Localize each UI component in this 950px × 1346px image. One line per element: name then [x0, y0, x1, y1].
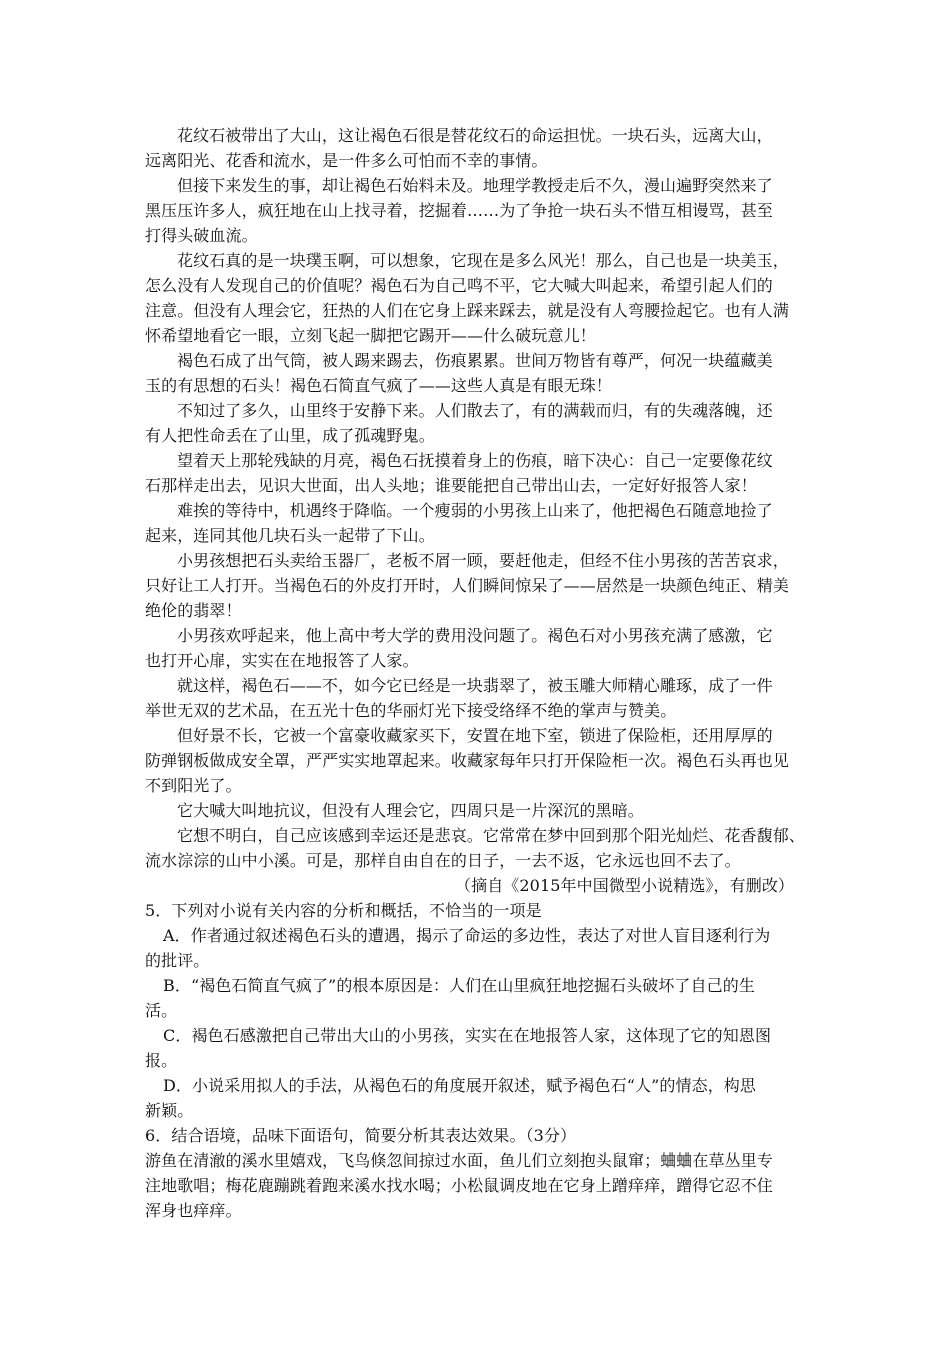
story-line: 防弹钢板做成安全罩，严严实实地罩起来。收藏家每年只打开保险柜一次。褐色石头再也见: [145, 751, 790, 770]
story-line: 也打开心扉，实实在在地报答了人家。: [145, 651, 419, 670]
story-line: 但接下来发生的事，却让褐色石始料未及。地理学教授走后不久，漫山遍野突然来了: [177, 176, 773, 195]
story-line: 有人把性命丢在了山里，成了孤魂野鬼。: [145, 426, 435, 445]
story-line: 但好景不长，它被一个富豪收藏家买下，安置在地下室，锁进了保险柜，还用厚厚的: [177, 726, 773, 745]
question-6-quote-line: 游鱼在清澈的溪水里嬉戏，飞鸟倏忽间掠过水面，鱼儿们立刻抱头鼠窜；蛐蛐在草丛里专: [145, 1151, 773, 1170]
story-line: 难挨的等待中，机遇终于降临。一个瘦弱的小男孩上山来了，他把褐色石随意地捡了: [177, 501, 773, 520]
story-line: 起来，连同其他几块石头一起带了下山。: [145, 526, 435, 545]
story-line: 花纹石真的是一块璞玉啊，可以想象，它现在是多么风光！那么，自己也是一块美玉，: [177, 251, 789, 270]
question-5-option-c: C．褐色石感激把自己带出大山的小男孩，实实在在地报答人家，这体现了它的知恩图: [163, 1026, 772, 1045]
story-line: 远离阳光、花香和流水，是一件多么可怕而不幸的事情。: [145, 151, 548, 170]
story-line: 流水淙淙的山中小溪。可是，那样自由自在的日子，一去不返，它永远也回不去了。: [145, 851, 741, 870]
question-5-option-c-cont: 报。: [145, 1051, 178, 1070]
question-6-stem: 6．结合语境，品味下面语句，简要分析其表达效果。（3分）: [145, 1126, 577, 1145]
story-line: 就这样，褐色石——不，如今它已经是一块翡翠了，被玉雕大师精心雕琢，成了一件: [177, 676, 773, 695]
story-line: 绝伦的翡翠！: [145, 601, 242, 620]
story-line: 注意。但没有人理会它，狂热的人们在它身上踩来踩去，就是没有人弯腰捡起它。也有人满: [145, 301, 790, 320]
story-line: 不知过了多久，山里终于安静下来。人们散去了，有的满载而归，有的失魂落魄，还: [177, 401, 773, 420]
question-5-stem: 5．下列对小说有关内容的分析和概括，不恰当的一项是: [145, 901, 542, 920]
story-line: 它想不明白，自己应该感到幸运还是悲哀。它常常在梦中回到那个阳光灿烂、花香馥郁、: [177, 826, 805, 845]
question-6-quote-line: 浑身也痒痒。: [145, 1201, 242, 1220]
story-line: 不到阳光了。: [145, 776, 242, 795]
story-line: 怎么没有人发现自己的价值呢？褐色石为自己鸣不平，它大喊大叫起来，希望引起人们的: [145, 276, 773, 295]
story-line: 怀希望地看它一眼，立刻飞起一脚把它踢开——什么破玩意儿！: [145, 326, 596, 345]
question-5-option-d: D．小说采用拟人的手法，从褐色石的角度展开叙述，赋予褐色石“人”的情态，构思: [163, 1076, 756, 1095]
story-line: 打得头破血流。: [145, 226, 258, 245]
story-line: 玉的有思想的石头！褐色石简直气疯了——这些人真是有眼无珠！: [145, 376, 612, 395]
story-line: 只好让工人打开。当褐色石的外皮打开时，人们瞬间惊呆了——居然是一块颜色纯正、精美: [145, 576, 790, 595]
story-line: 小男孩想把石头卖给玉器厂，老板不屑一顾，要赶他走，但经不住小男孩的苦苦哀求，: [177, 551, 789, 570]
question-6-quote-line: 注地歌唱；梅花鹿蹦跳着跑来溪水找水喝；小松鼠调皮地在它身上蹭痒痒，蹭得它忍不住: [145, 1176, 773, 1195]
story-line: 它大喊大叫地抗议，但没有人理会它，四周只是一片深沉的黑暗。: [177, 801, 644, 820]
question-5-option-b-cont: 活。: [145, 1001, 178, 1020]
story-line: 望着天上那轮残缺的月亮，褐色石抚摸着身上的伤痕，暗下决心：自己一定要像花纹: [177, 451, 773, 470]
question-5-option-a: A．作者通过叙述褐色石头的遭遇，揭示了命运的多边性，表达了对世人盲目逐利行为: [163, 926, 771, 945]
story-line: 举世无双的艺术品，在五光十色的华丽灯光下接受络绎不绝的掌声与赞美。: [145, 701, 677, 720]
question-5-option-b: B．“褐色石简直气疯了”的根本原因是：人们在山里疯狂地挖掘石头破坏了自己的生: [163, 976, 755, 995]
question-5-option-d-cont: 新颖。: [145, 1101, 194, 1120]
story-line: 黑压压许多人，疯狂地在山上找寻着，挖掘着……为了争抢一块石头不惜互相谩骂，甚至: [145, 201, 773, 220]
story-source: （摘自《2015年中国微型小说精选》，有删改）: [455, 876, 795, 895]
story-line: 石那样走出去，见识大世面，出人头地；谁要能把自己带出山去，一定好好报答人家！: [145, 476, 757, 495]
story-line: 小男孩欢呼起来，他上高中考大学的费用没问题了。褐色石对小男孩充满了感激，它: [177, 626, 773, 645]
story-line: 花纹石被带出了大山，这让褐色石很是替花纹石的命运担忧。一块石头，远离大山，: [177, 126, 773, 145]
question-5-option-a-cont: 的批评。: [145, 951, 210, 970]
story-line: 褐色石成了出气筒，被人踢来踢去，伤痕累累。世间万物皆有尊严，何况一块蕴藏美: [177, 351, 773, 370]
